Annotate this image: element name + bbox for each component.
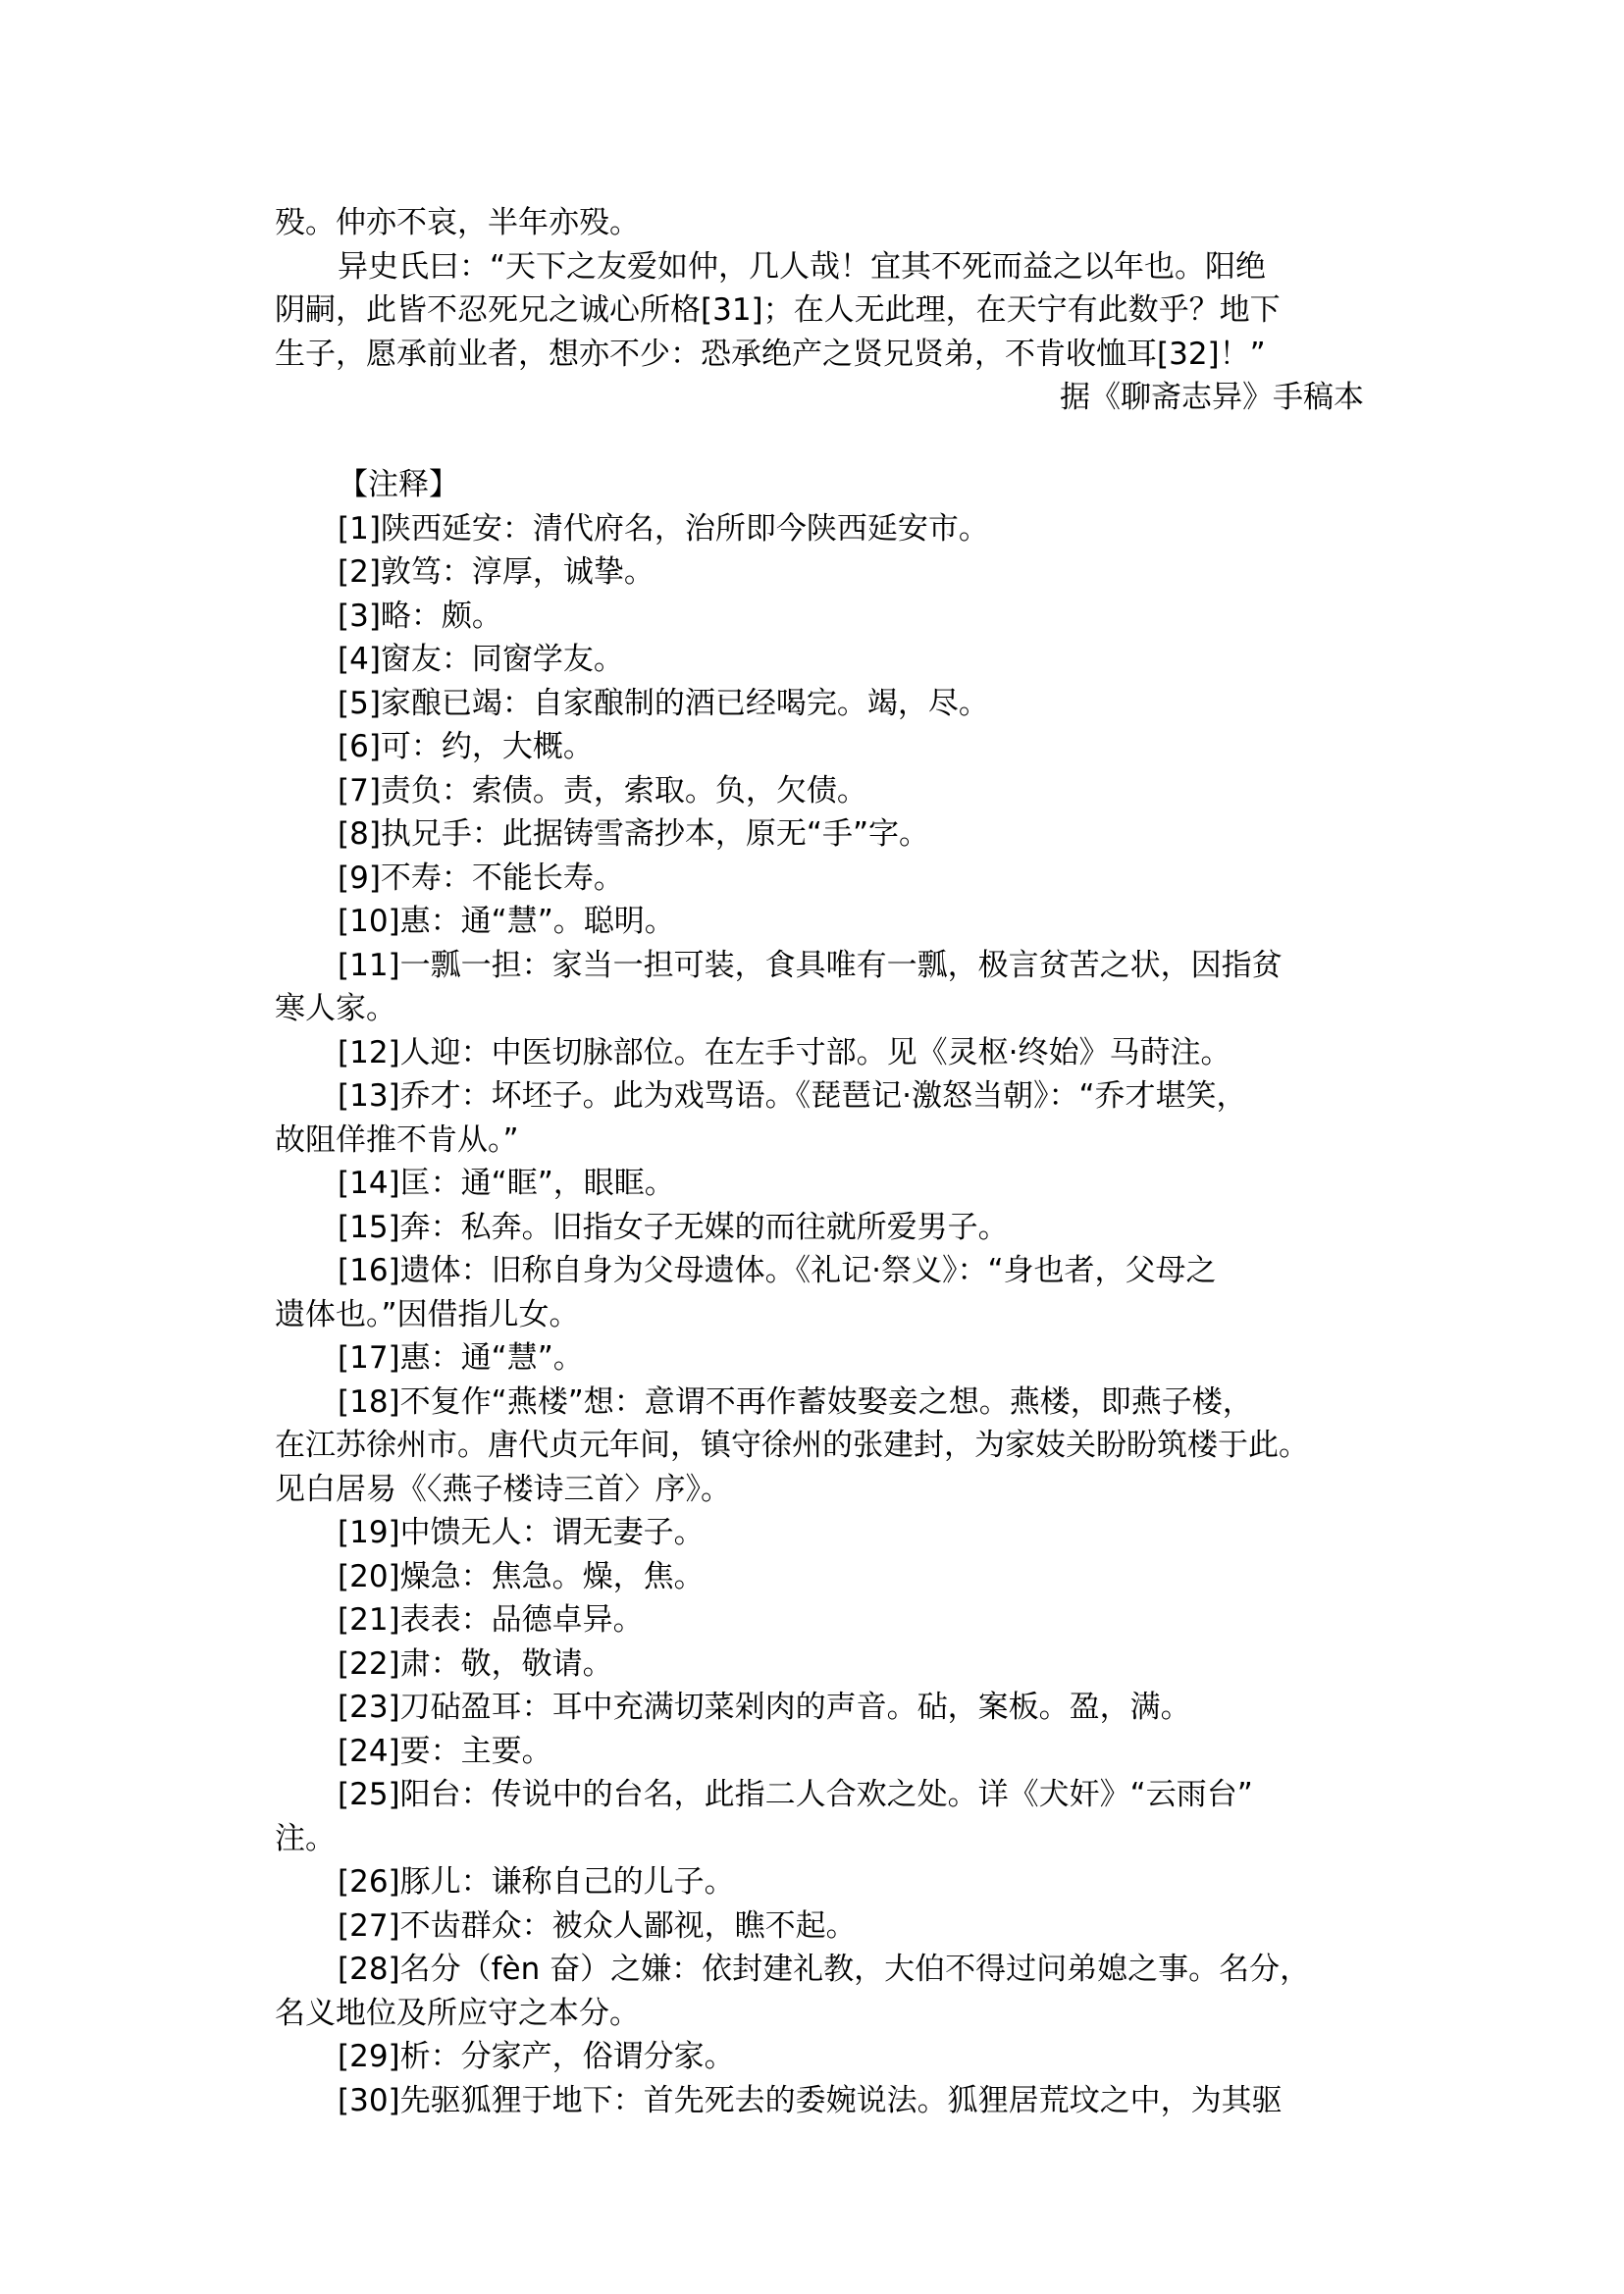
note-item (275, 1336, 1364, 1381)
note-line: [3]略：颇。 (338, 598, 502, 634)
note-item (275, 1206, 1364, 1250)
note-item (275, 1686, 1364, 1730)
body-line: 阴嗣，此皆不忍死兄之诚心所格[31]；在人无此理，在天宁有此数乎？地下 (275, 292, 1281, 328)
note-line: [7]责负：索债。责，索取。负，欠债。 (338, 772, 867, 808)
note-line: [28]名分（fèn 奋）之嫌：依封建礼教，大伯不得过问弟媳之事。名分， (338, 1952, 1311, 1987)
note-item (275, 1555, 1364, 1599)
note-continuation-line: 见白居易《〈燕子楼诗三首〉序》。 (275, 1471, 731, 1507)
note-item (275, 1730, 1364, 1774)
note-line: [29]析：分家产，俗谓分家。 (338, 2039, 735, 2074)
note-line: [15]奔：私奔。旧指女子无媒的而往就所爱男子。 (338, 1209, 1009, 1245)
note-line: [1]陕西延安：清代府名，治所即今陕西延安市。 (338, 510, 989, 547)
body-line: 殁。仲亦不哀，半年亦殁。 (275, 205, 640, 240)
note-line: [21]表表：品德卓异。 (338, 1602, 644, 1638)
note-line: [30]先驱狐狸于地下：首先死去的委婉说法。狐狸居荒坟之中，为其驱 (338, 2082, 1283, 2118)
note-line: [27]不齿群众：被众人鄙视，瞧不起。 (338, 1907, 857, 1944)
note-item (275, 2035, 1364, 2079)
note-item (275, 682, 1364, 726)
note-item (275, 812, 1364, 857)
note-line: [16]遗体：旧称自身为父母遗体。《礼记·祭义》：“身也者，父母之 (338, 1253, 1217, 1288)
notes-list (275, 507, 1364, 2123)
source-attribution: 据《聊斋志异》手稿本 (1060, 380, 1364, 415)
note-item (275, 507, 1364, 551)
note-line: [13]乔才：坏坯子。此为戏骂语。《琵琶记·激怒当朝》：“乔才堪笑， (338, 1078, 1247, 1114)
note-line: [14]匡：通“眶”，眼眶。 (338, 1166, 675, 1201)
note-continuation-line: 遗体也。”因借指儿女。 (275, 1296, 580, 1332)
note-line: [5]家酿已竭：自家酿制的酒已经喝完。竭，尽。 (338, 685, 989, 721)
note-continuation-line: 名义地位及所应守之本分。 (275, 1995, 640, 2031)
note-item (275, 1511, 1364, 1555)
note-item (275, 2079, 1364, 2123)
note-line: [17]惠：通“慧”。 (338, 1340, 584, 1376)
note-item (275, 1162, 1364, 1206)
note-line: [6]可：约，大概。 (338, 729, 594, 764)
note-line: [26]豚儿：谦称自己的儿子。 (338, 1864, 735, 1900)
note-item (275, 550, 1364, 595)
note-item (275, 595, 1364, 639)
note-line: [22]肃：敬，敬请。 (338, 1645, 613, 1682)
note-continuation-line: 注。 (275, 1820, 336, 1856)
spacer (275, 420, 1364, 464)
body-line: 异史氏曰：“天下之友爱如仲，几人哉！宜其不死而益之以年也。阳绝 (338, 248, 1267, 285)
note-item (275, 1031, 1364, 1075)
note-line: [12]人迎：中医切脉部位。在左手寸部。见《灵枢·终始》马莳注。 (338, 1034, 1231, 1070)
note-item (275, 1948, 1364, 2035)
note-line: [9]不寿：不能长寿。 (338, 860, 624, 896)
note-item (275, 1773, 1364, 1860)
note-item (275, 1249, 1364, 1336)
note-line: [8]执兄手：此据铸雪斋抄本，原无“手”字。 (338, 816, 930, 852)
note-item (275, 769, 1364, 813)
note-line: [19]中馈无人：谓无妻子。 (338, 1515, 705, 1550)
note-line: [25]阳台：传说中的台名，此指二人合欢之处。详《犬奸》“云雨台” (338, 1777, 1253, 1812)
note-item (275, 1598, 1364, 1642)
note-continuation-line: 在江苏徐州市。唐代贞元年间，镇守徐州的张建封，为家妓关盼盼筑楼于此。 (275, 1428, 1309, 1463)
page-content (275, 201, 1364, 2122)
note-item (275, 1860, 1364, 1904)
note-line: [24]要：主要。 (338, 1733, 552, 1769)
note-item (275, 1904, 1364, 1949)
note-line: [11]一瓢一担：家当一担可装，食具唯有一瓢，极言贫苦之状，因指贫 (338, 947, 1283, 983)
notes-heading: 【注释】 (338, 467, 459, 502)
note-item (275, 1642, 1364, 1687)
note-item (275, 1074, 1364, 1162)
note-item (275, 638, 1364, 682)
body-line: 生子，愿承前业者，想亦不少：恐承绝产之贤兄贤弟，不肯收恤耳[32]！” (275, 336, 1266, 372)
note-continuation-line: 故阻佯推不肯从。” (275, 1121, 519, 1158)
note-item (275, 1381, 1364, 1512)
note-item (275, 857, 1364, 901)
note-continuation-line: 寒人家。 (275, 991, 396, 1026)
note-line: [10]惠：通“慧”。聪明。 (338, 904, 675, 939)
note-item (275, 944, 1364, 1031)
note-line: [20]燥急：焦急。燥，焦。 (338, 1558, 705, 1594)
note-item (275, 725, 1364, 769)
note-line: [4]窗友：同窗学友。 (338, 642, 624, 677)
note-line: [18]不复作“燕楼”想：意谓不再作蓄妓娶妾之想。燕楼，即燕子楼， (338, 1383, 1253, 1420)
note-line: [23]刀砧盈耳：耳中充满切菜剁肉的声音。砧，案板。盈，满。 (338, 1690, 1191, 1725)
note-item (275, 900, 1364, 944)
note-line: [2]敦笃：淳厚，诚挚。 (338, 554, 655, 590)
